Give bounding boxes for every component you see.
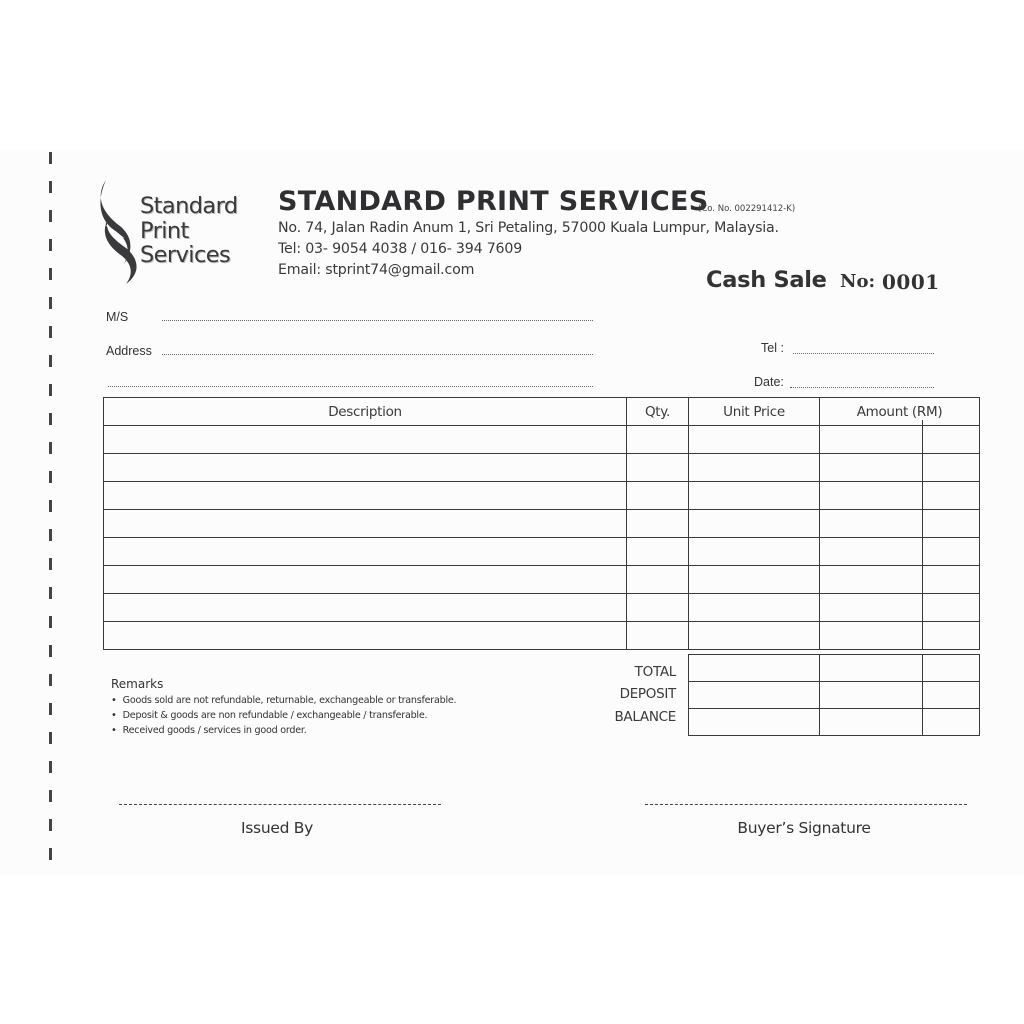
- remarks-list: [111, 693, 456, 738]
- amount-cents-divider: [922, 510, 923, 537]
- column-header-qty: Qty.: [627, 398, 689, 426]
- unit-price-cell[interactable]: [689, 538, 820, 566]
- deposit-label: DEPOSIT: [619, 686, 676, 702]
- company-name: STANDARD PRINT SERVICES: [278, 186, 709, 217]
- address-field-line-1[interactable]: [162, 354, 593, 355]
- balance-label: BALANCE: [614, 709, 676, 725]
- flame-s-logo-icon: [98, 180, 142, 284]
- issued-by-signature-line[interactable]: [119, 804, 441, 805]
- remark-item: • Goods sold are not refundable, returnable, exchangeable or transferable.: [111, 693, 456, 708]
- deposit-cents-field[interactable]: [923, 682, 980, 709]
- buyer-signature-label: Buyer’s Signature: [737, 819, 871, 837]
- tel-label: Tel :: [761, 341, 784, 355]
- unit-price-cell[interactable]: [689, 482, 820, 510]
- amount-cents-divider: [922, 426, 923, 453]
- unit-price-cell[interactable]: [689, 454, 820, 482]
- description-cell[interactable]: [104, 426, 627, 454]
- description-cell[interactable]: [104, 566, 627, 594]
- company-email: Email: stprint74@gmail.com: [278, 262, 475, 278]
- description-cell[interactable]: [104, 594, 627, 622]
- description-cell[interactable]: [104, 482, 627, 510]
- description-cell[interactable]: [104, 622, 627, 650]
- amount-cents-divider: [922, 482, 923, 509]
- table-row: [104, 538, 980, 566]
- amount-cell-wrap: [820, 538, 979, 565]
- company-logo: [98, 180, 248, 284]
- logo-wordmark: [140, 194, 238, 268]
- company-tel: Tel: 03- 9054 4038 / 016- 394 7609: [278, 241, 523, 257]
- amount-cell-wrap: [820, 594, 979, 621]
- table-row: [104, 594, 980, 622]
- deposit-field[interactable]: [689, 682, 820, 709]
- remarks-title: Remarks: [111, 677, 164, 691]
- amount-cents-divider: [922, 538, 923, 565]
- amount-cell-wrap: [820, 510, 979, 537]
- totals-table: [688, 654, 980, 736]
- table-header-row: [104, 398, 980, 426]
- column-header-unit-price: Unit Price: [689, 398, 820, 426]
- qty-cell[interactable]: [627, 510, 689, 538]
- table-row: [104, 510, 980, 538]
- unit-price-cell[interactable]: [689, 566, 820, 594]
- remark-item: • Received goods / services in good order.: [111, 723, 456, 738]
- amount-cell[interactable]: [820, 538, 980, 566]
- qty-cell[interactable]: [627, 622, 689, 650]
- description-cell[interactable]: [104, 538, 627, 566]
- table-row: [104, 426, 980, 454]
- unit-price-cell[interactable]: [689, 510, 820, 538]
- table-row: [104, 482, 980, 510]
- description-cell[interactable]: [104, 510, 627, 538]
- document-number: 0001: [882, 270, 940, 294]
- qty-cell[interactable]: [627, 426, 689, 454]
- balance-row: [689, 709, 980, 736]
- qty-cell[interactable]: [627, 454, 689, 482]
- date-label: Date:: [754, 375, 784, 389]
- qty-cell[interactable]: [627, 594, 689, 622]
- amount-cents-divider: [922, 594, 923, 621]
- logo-line-2: Print: [140, 217, 189, 244]
- address-field-line-2[interactable]: [108, 386, 593, 387]
- table-row: [104, 622, 980, 650]
- amount-cents-divider: [922, 566, 923, 593]
- amount-cell[interactable]: [820, 594, 980, 622]
- balance-field[interactable]: [689, 709, 820, 736]
- unit-price-cell[interactable]: [689, 594, 820, 622]
- ms-field[interactable]: [162, 320, 593, 321]
- amount-cell[interactable]: [820, 482, 980, 510]
- balance-cents-field[interactable]: [923, 709, 980, 736]
- tel-field[interactable]: [793, 353, 934, 354]
- amount-cell[interactable]: [820, 566, 980, 594]
- column-header-amount: [820, 398, 980, 426]
- total-label: TOTAL: [634, 664, 676, 680]
- deposit-row: [689, 682, 980, 709]
- items-table: [103, 397, 980, 650]
- amount-cents-divider: [922, 622, 923, 649]
- unit-price-cell[interactable]: [689, 426, 820, 454]
- table-row: [104, 454, 980, 482]
- logo-line-3: Services: [140, 242, 231, 268]
- unit-price-cell[interactable]: [689, 622, 820, 650]
- column-header-amount-label: Amount (RM): [856, 403, 943, 420]
- amount-cell[interactable]: [820, 510, 980, 538]
- table-row: [104, 566, 980, 594]
- description-cell[interactable]: [104, 454, 627, 482]
- qty-cell[interactable]: [627, 566, 689, 594]
- amount-cell-wrap: [820, 454, 979, 481]
- balance-amount-field[interactable]: [820, 709, 923, 736]
- amount-cell[interactable]: [820, 454, 980, 482]
- column-header-description: Description: [104, 398, 627, 426]
- remark-item: • Deposit & goods are non refundable / exchangeable / transferable.: [111, 708, 456, 723]
- ms-label: M/S: [106, 310, 129, 324]
- logo-line-1: Standard: [140, 193, 238, 219]
- document-title: Cash Sale: [706, 267, 827, 293]
- total-field[interactable]: [689, 655, 820, 682]
- date-field[interactable]: [790, 387, 934, 388]
- total-row: [689, 655, 980, 682]
- amount-cents-divider: [922, 454, 923, 481]
- perforation-line: [49, 152, 52, 874]
- qty-cell[interactable]: [627, 482, 689, 510]
- deposit-amount-field[interactable]: [820, 682, 923, 709]
- amount-cell[interactable]: [820, 426, 980, 454]
- issued-by-label: Issued By: [241, 819, 313, 837]
- amount-cell[interactable]: [820, 622, 980, 650]
- total-cents-field[interactable]: [923, 655, 980, 682]
- address-label: Address: [106, 344, 152, 358]
- amount-cell-wrap: [820, 622, 979, 649]
- amount-cell-wrap: [820, 566, 979, 593]
- company-registration: (Co. No. 002291412-K): [698, 204, 796, 214]
- company-address: No. 74, Jalan Radin Anum 1, Sri Petaling, 57000 Kuala Lumpur, Malaysia.: [278, 220, 779, 236]
- amount-cell-wrap: [820, 482, 979, 509]
- qty-cell[interactable]: [627, 538, 689, 566]
- amount-cell-wrap: [820, 426, 979, 453]
- total-amount-field[interactable]: [820, 655, 923, 682]
- buyer-signature-line[interactable]: [645, 804, 967, 805]
- document-number-label: No:: [840, 271, 876, 292]
